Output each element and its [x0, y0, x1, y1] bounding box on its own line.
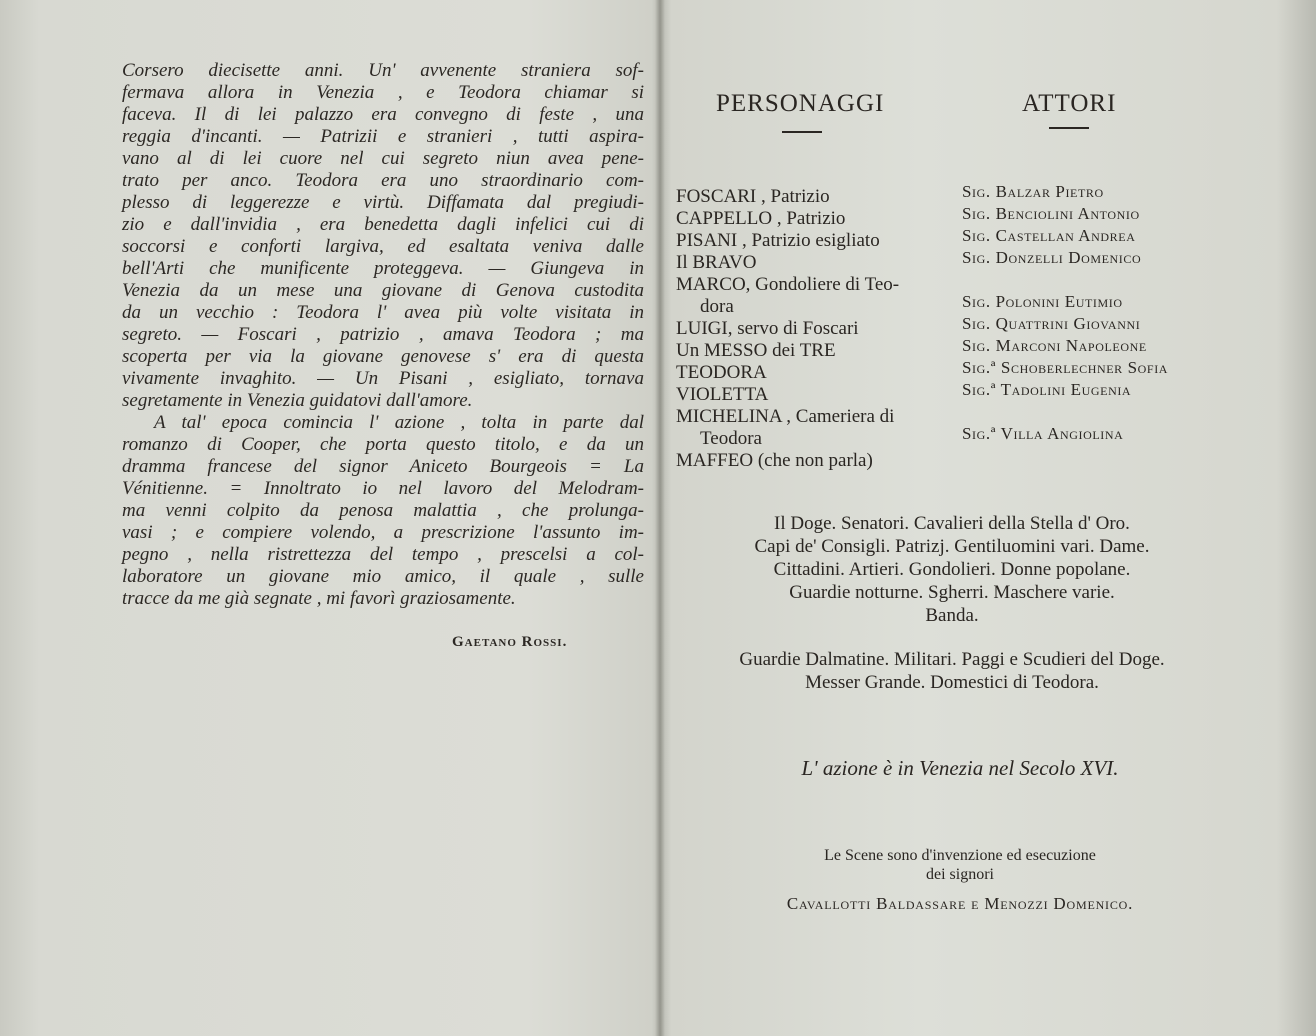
attore-line: Sig. Polonini Eutimio: [962, 292, 1123, 311]
preface-line: vano al di lei cuore nel cui segreto niun avea pene-: [122, 148, 644, 169]
personaggio-line: FOSCARI , Patrizio: [676, 186, 830, 207]
azione-line: L' azione è in Venezia nel Secolo XVI.: [801, 756, 1119, 780]
personaggio-line: Teodora: [700, 428, 762, 449]
personaggio-line: LUIGI, servo di Foscari: [676, 318, 859, 339]
chorus-list-2: [672, 648, 1232, 694]
chorus-list-1: [672, 512, 1232, 627]
preface-line: A tal' epoca comincia l' azione , tolta in parte dal: [154, 412, 644, 433]
preface-line: Venezia da un mese una giovane di Genova custodita: [122, 280, 644, 301]
preface-line: zio e dall'invidia , era benedetta dagli infelici cui di: [122, 214, 644, 235]
personaggio-line: MICHELINA , Cameriera di: [676, 406, 895, 427]
personaggi-list: [676, 186, 956, 472]
attore-line: Sig. Castellan Andrea: [962, 226, 1136, 245]
chorus-line: Il Doge. Senatori. Cavalieri della Stella d' Oro.: [774, 513, 1130, 534]
author-signature: Gaetano Rossi.: [452, 634, 568, 650]
preface-line: plesso di leggerezze e virtù. Diffamata dal pregiudi-: [122, 192, 644, 213]
chorus-line: Cittadini. Artieri. Gondolieri. Donne popolane.: [773, 559, 1131, 580]
preface-line: vivamente invaghito. — Un Pisani , esigliato, tornava: [122, 368, 644, 389]
attore-line: Sig. Donzelli Domenico: [962, 248, 1142, 267]
preface-line: ma venni colpito da penosa malattia , che prolunga-: [122, 500, 644, 521]
attore-line: Sig. Balzar Pietro: [962, 182, 1104, 201]
preface-line: trato per anco. Teodora era uno straordinario com-: [122, 170, 644, 191]
preface-line: tracce da me già segnate , mi favorì graziosamente.: [122, 588, 516, 609]
preface-text: [122, 60, 644, 610]
attore-line: Sig. Quattrini Giovanni: [962, 314, 1141, 333]
personaggio-line: dora: [700, 296, 734, 317]
chorus-line: Capi de' Consigli. Patrizj. Gentiluomini vari. Dame.: [754, 536, 1150, 557]
preface-line: bell'Arti che munificente proteggeva. — Giungeva in: [122, 258, 644, 279]
scene-credit: [660, 846, 1260, 884]
preface-line: da un vecchio : Teodora l' avea più volte visitata in: [122, 302, 644, 323]
personaggio-line: MAFFEO (che non parla): [676, 450, 873, 471]
preface-line: segreto. — Foscari , patrizio , amava Teodora ; ma: [122, 324, 644, 345]
preface-line: fermava allora in Venezia , e Teodora chiamar si: [122, 82, 644, 103]
scene-painters: Cavallotti Baldassare e Menozzi Domenico.: [786, 894, 1134, 913]
preface-line: soccorsi e conforti largiva, ed esaltata veniva dalle: [122, 236, 644, 257]
personaggi-rule: [782, 131, 822, 133]
preface-line: reggia d'incanti. — Patrizii e stranieri , tutti aspira-: [122, 126, 644, 147]
preface-line: laboratore un giovane mio amico, il quale , sulle: [122, 566, 644, 587]
preface-line: dramma francese del signor Aniceto Bourgeois = La: [122, 456, 644, 477]
personaggio-line: Un MESSO dei TRE: [676, 340, 836, 361]
chorus-line: Messer Grande. Domestici di Teodora.: [805, 672, 1099, 693]
preface-line: vasi ; e compiere volendo, a prescrizione l'assunto im-: [122, 522, 644, 543]
personaggio-line: PISANI , Patrizio esigliato: [676, 230, 880, 251]
personaggio-line: MARCO, Gondoliere di Teo-: [676, 274, 900, 295]
personaggi-header: PERSONAGGI: [716, 90, 885, 117]
chorus-line: Banda.: [925, 605, 979, 626]
attore-line: Sig.ª Tadolini Eugenia: [962, 380, 1132, 399]
preface-line: scoperta per via la giovane genovese s' era di questa: [122, 346, 644, 367]
personaggio-line: VIOLETTA: [676, 384, 769, 405]
personaggio-line: CAPPELLO , Patrizio: [676, 208, 846, 229]
preface-line: Vénitienne. = Innoltrato io nel lavoro del Melodram-: [122, 478, 644, 499]
personaggio-line: Il BRAVO: [676, 252, 757, 273]
scene-line: Le Scene sono d'invenzione ed esecuzione: [824, 847, 1096, 864]
preface-line: Corsero diecisette anni. Un' avvenente straniera sof-: [122, 60, 644, 81]
preface-line: segretamente in Venezia guidatovi dall'amore.: [122, 390, 473, 411]
scene-line: dei signori: [926, 866, 994, 883]
preface-line: faceva. Il di lei palazzo era convegno di feste , una: [122, 104, 644, 125]
attore-line: Sig. Benciolini Antonio: [962, 204, 1140, 223]
chorus-line: Guardie notturne. Sgherri. Maschere varie.: [789, 582, 1115, 603]
chorus-line: Guardie Dalmatine. Militari. Paggi e Scudieri del Doge.: [739, 649, 1165, 670]
preface-line: romanzo di Cooper, che porta questo titolo, e da un: [122, 434, 644, 455]
preface-line: pegno , nella ristrettezza del tempo , prescelsi a col-: [122, 544, 644, 565]
attori-rule: [1049, 127, 1089, 129]
right-page: [660, 0, 1316, 1036]
attore-line: Sig.ª Schoberlechner Sofia: [962, 358, 1169, 377]
attore-line: Sig.ª Villa Angiolina: [962, 424, 1124, 443]
personaggio-line: TEODORA: [676, 362, 767, 383]
attori-header: ATTORI: [1022, 90, 1117, 117]
attore-line: Sig. Marconi Napoleone: [962, 336, 1147, 355]
